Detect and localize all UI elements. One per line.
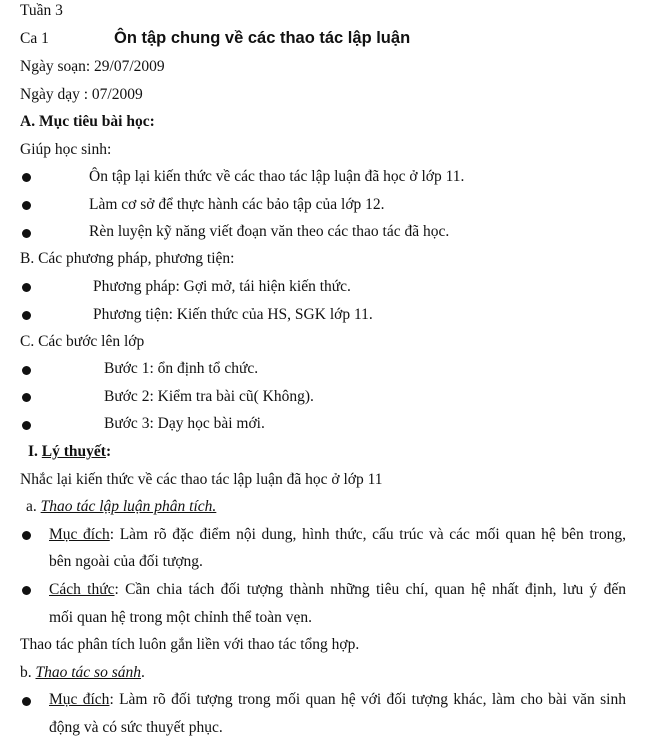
- bullet-icon: [22, 697, 31, 706]
- subsection-b-title-text: Thao tác so sánh: [35, 664, 141, 681]
- purpose-b-line2: động và có sức thuyết phục.: [49, 719, 223, 736]
- theory-heading: [28, 443, 650, 462]
- bullet-icon: [22, 421, 31, 430]
- analysis-note: Thao tác phân tích luôn gắn liền với thao tác tổng hợp.: [20, 636, 360, 653]
- section-b-heading: B. Các phương pháp, phương tiện:: [20, 250, 235, 267]
- page-title: Ôn tập chung về các thao tác lập luận: [114, 29, 411, 47]
- purpose-b-label: Mục đích: [49, 691, 110, 708]
- bullet-icon: [22, 229, 31, 238]
- bullet-icon: [22, 531, 31, 540]
- bullet-icon: [22, 366, 31, 375]
- list-item: Ôn tập lại kiến thức về các thao tác lập luận đã học ở lớp 11.: [89, 168, 465, 185]
- method-a-line2: mối quan hệ trong một chỉnh thể toàn vẹn.: [49, 609, 313, 626]
- subsection-a-prefix: a.: [26, 498, 41, 515]
- method-a-text: : Cần chia tách đối tượng thành những tiêu chí, quan hệ nhất định, lưu ý đến: [114, 581, 626, 598]
- subsection-b-title: [20, 664, 650, 683]
- purpose-b-text: : Làm rõ đối tượng trong mối quan hệ với đối tượng khác, làm cho bài văn sinh: [109, 691, 626, 708]
- section-c-heading: C. Các bước lên lớp: [20, 333, 145, 350]
- section-a-heading: A. Mục tiêu bài học:: [20, 113, 155, 130]
- method-a-label: Cách thức: [49, 581, 115, 598]
- bullet-icon: [22, 283, 31, 292]
- subsection-a-title: [26, 498, 650, 517]
- subsection-b-prefix: b.: [20, 664, 36, 681]
- subsection-a-title-text: Thao tác lập luận phân tích.: [40, 498, 217, 515]
- list-item: Bước 1: ổn định tổ chức.: [104, 360, 259, 377]
- bullet-icon: [22, 586, 31, 595]
- list-item: Bước 2: Kiểm tra bài cũ( Không).: [104, 388, 314, 405]
- prep-date: Ngày soạn: 29/07/2009: [20, 58, 165, 75]
- teach-date: Ngày dạy : 07/2009: [20, 86, 143, 103]
- bullet-icon: [22, 201, 31, 210]
- theory-heading-text: Lý thuyết: [41, 443, 106, 460]
- theory-prefix: I.: [28, 443, 42, 460]
- bullet-icon: [22, 311, 31, 320]
- purpose-b-line1: [49, 691, 626, 710]
- theory-suffix: :: [105, 443, 112, 460]
- bullet-icon: [22, 393, 31, 402]
- theory-intro: Nhắc lại kiến thức về các thao tác lập luận đã học ở lớp 11: [20, 471, 383, 488]
- list-item: Phương tiện: Kiến thức của HS, SGK lớp 11.: [93, 306, 373, 323]
- purpose-a-text: : Làm rõ đặc điểm nội dung, hình thức, cấu trúc và các mối quan hệ bên trong,: [109, 526, 626, 543]
- purpose-a-label: Mục đích: [49, 526, 110, 543]
- list-item: Làm cơ sở để thực hành các bảo tập của lớp 12.: [89, 196, 385, 213]
- list-item: Rèn luyện kỹ năng viết đoạn văn theo các thao tác đã học.: [89, 223, 450, 240]
- purpose-a-line2: bên ngoài của đối tượng.: [49, 553, 203, 570]
- subsection-b-suffix: .: [141, 664, 145, 681]
- method-a-line1: [49, 581, 626, 600]
- session-label: Ca 1: [20, 30, 49, 47]
- week-label: Tuần 3: [20, 2, 63, 19]
- bullet-icon: [22, 173, 31, 182]
- purpose-a-line1: [49, 526, 626, 545]
- list-item: Bước 3: Dạy học bài mới.: [104, 415, 265, 432]
- section-a-intro: Giúp học sinh:: [20, 141, 112, 158]
- list-item: Phương pháp: Gợi mở, tái hiện kiến thức.: [93, 278, 351, 295]
